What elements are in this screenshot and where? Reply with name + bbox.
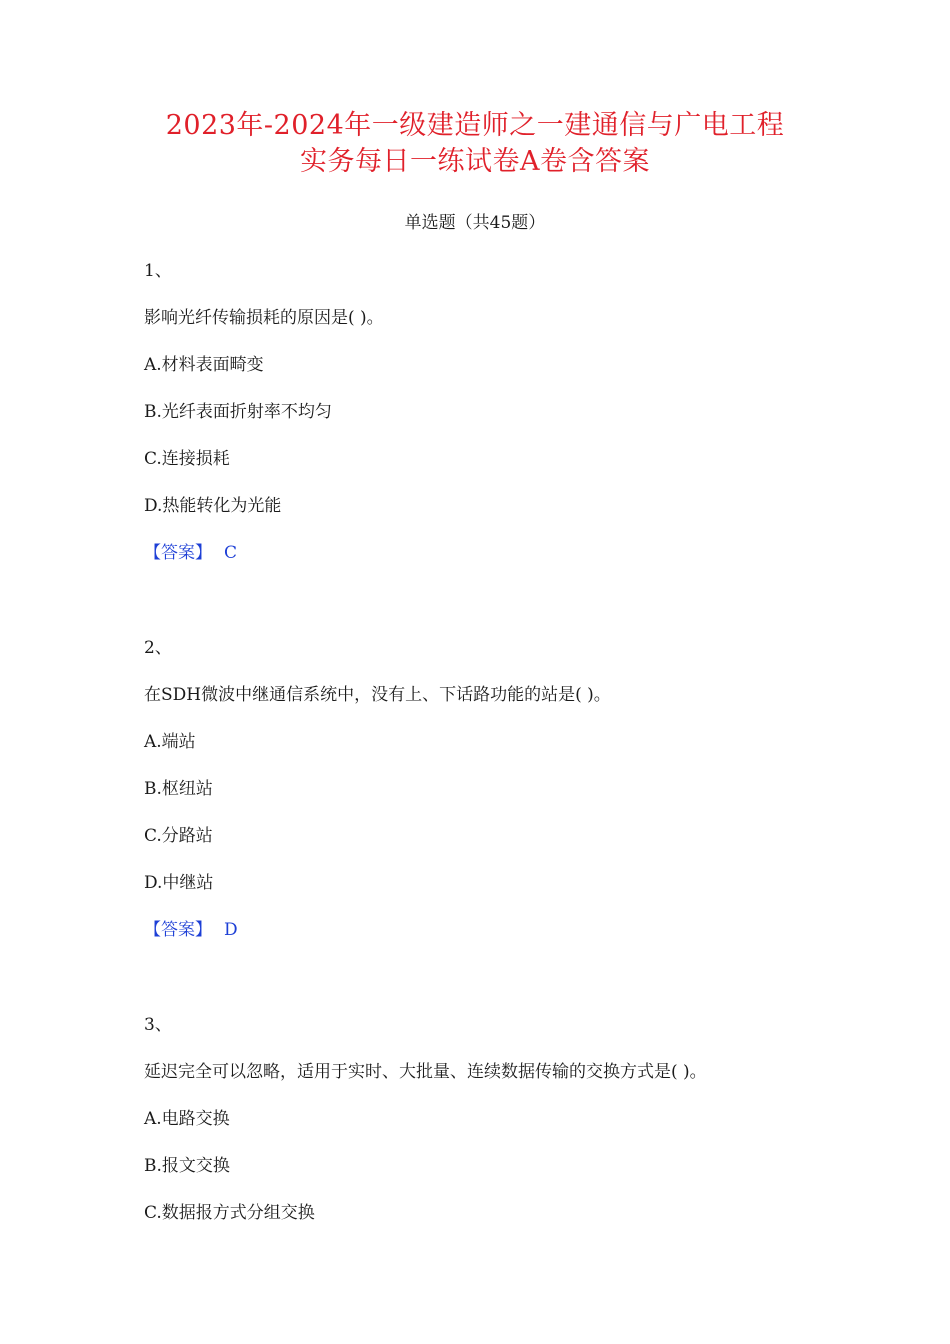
question-3-stem: 延迟完全可以忽略，适用于实时、大批量、连续数据传输的交换方式是( )。 xyxy=(144,1062,707,1082)
question-2-option-c: C.分路站 xyxy=(144,826,213,846)
question-3-option-c: C.数据报方式分组交换 xyxy=(144,1203,315,1223)
question-1-option-d: D.热能转化为光能 xyxy=(144,496,282,516)
question-1-option-c: C.连接损耗 xyxy=(144,449,230,469)
question-2-stem: 在SDH微波中继通信系统中，没有上、下话路功能的站是( )。 xyxy=(144,685,611,705)
section-heading: 单选题（共45题） xyxy=(404,213,546,233)
answer-value: C xyxy=(224,543,238,563)
question-2-option-d: D.中继站 xyxy=(144,873,214,893)
answer-label: 【答案】 xyxy=(144,543,212,563)
answer-label: 【答案】 xyxy=(144,920,212,940)
question-1-option-a: A.材料表面畸变 xyxy=(144,355,264,375)
document-title-line-1: 2023年-2024年一级建造师之一建通信与广电工程 xyxy=(165,110,785,141)
question-2-option-b: B.枢纽站 xyxy=(144,779,213,799)
question-2-answer xyxy=(144,918,238,942)
document-title-line-2: 实务每日一练试卷A卷含答案 xyxy=(300,146,650,177)
question-3-option-b: B.报文交换 xyxy=(144,1156,230,1176)
question-1-option-b: B.光纤表面折射率不均匀 xyxy=(144,402,332,422)
question-1-number: 1、 xyxy=(144,261,172,281)
question-2-number: 2、 xyxy=(144,638,172,658)
question-1-stem: 影响光纤传输损耗的原因是( )。 xyxy=(144,308,384,328)
question-3-option-a: A.电路交换 xyxy=(144,1109,230,1129)
question-2-option-a: A.端站 xyxy=(144,732,196,752)
question-3-number: 3、 xyxy=(144,1015,172,1035)
question-1-answer xyxy=(144,541,237,565)
answer-value: D xyxy=(224,920,238,940)
